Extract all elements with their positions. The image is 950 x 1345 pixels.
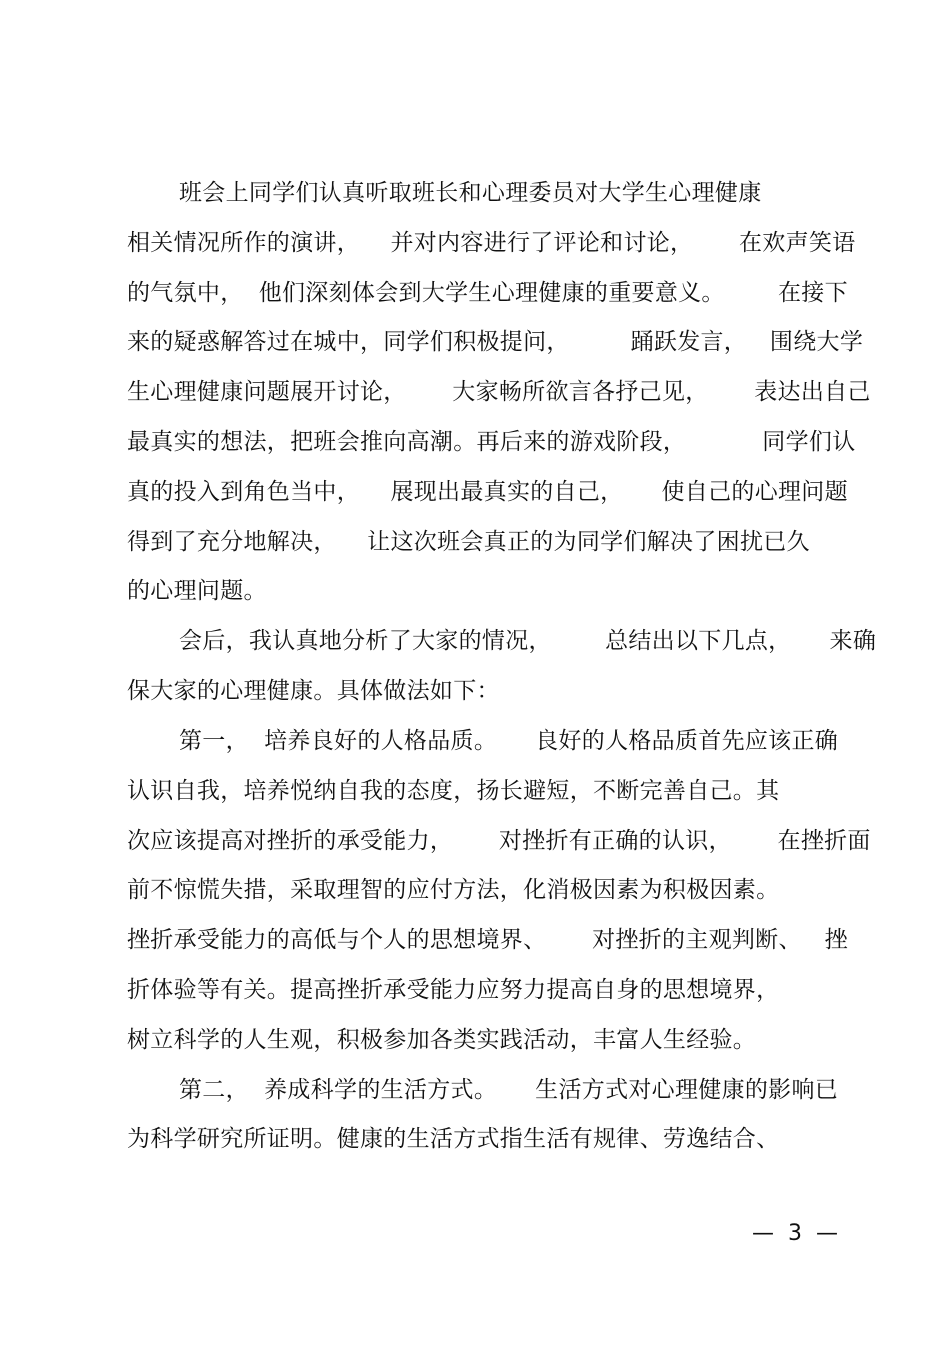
paragraph-3-line-1: 第一， 培养良好的人格品质。 良好的人格品质首先应该正确 — [179, 728, 839, 754]
paragraph-1-line-1: 班会上同学们认真听取班长和心理委员对大学生心理健康 — [179, 180, 762, 206]
paragraph-3-line-7: 树立科学的人生观，积极参加各类实践活动，丰富人生经验。 — [127, 1027, 757, 1053]
paragraph-1-line-2: 相关情况所作的演讲， 并对内容进行了评论和讨论， 在欢声笑语 — [127, 230, 856, 256]
paragraph-3-line-5: 挫折承受能力的高低与个人的思想境界、 对挫折的主观判断、 挫 — [127, 927, 848, 953]
paragraph-1-line-3: 的气氛中， 他们深刻体会到大学生心理健康的重要意义。 在接下 — [127, 280, 848, 306]
paragraph-3-line-4: 前不惊慌失措，采取理智的应付方法，化消极因素为积极因素。 — [127, 877, 780, 903]
paragraph-1-line-6: 最真实的想法，把班会推向高潮。再后来的游戏阶段， 同学们认 — [127, 429, 856, 455]
paragraph-1-line-5: 生心理健康问题展开讨论， 大家畅所欲言各抒己见， 表达出自己 — [127, 379, 871, 405]
paragraph-1-line-4: 来的疑惑解答过在城中，同学们积极提问， 踊跃发言， 围绕大学 — [127, 329, 864, 355]
paragraph-2-line-1: 会后，我认真地分析了大家的情况， 总结出以下几点， 来确 — [179, 628, 877, 654]
paragraph-4-line-1: 第二， 养成科学的生活方式。 生活方式对心理健康的影响已 — [179, 1077, 839, 1103]
paragraph-1-line-9: 的心理问题。 — [127, 578, 267, 604]
paragraph-1-line-7: 真的投入到角色当中， 展现出最真实的自己， 使自己的心理问题 — [127, 479, 848, 505]
paragraph-3-line-3: 次应该提高对挫折的承受能力， 对挫折有正确的认识， 在挫折面 — [127, 828, 871, 854]
paragraph-3-line-2: 认识自我，培养悦纳自我的态度，扬长避短，不断完善自己。其 — [127, 778, 780, 804]
paragraph-1-line-8: 得到了充分地解决， 让这次班会真正的为同学们解决了困扰已久 — [127, 529, 810, 555]
page-number: — 3 — — [752, 1221, 838, 1246]
paragraph-3-line-6: 折体验等有关。提高挫折承受能力应努力提高自身的思想境界， — [127, 977, 780, 1003]
paragraph-4-line-2: 为科学研究所证明。健康的生活方式指生活有规律、劳逸结合、 — [127, 1126, 780, 1152]
paragraph-2-line-2: 保大家的心理健康。具体做法如下： — [127, 678, 500, 704]
